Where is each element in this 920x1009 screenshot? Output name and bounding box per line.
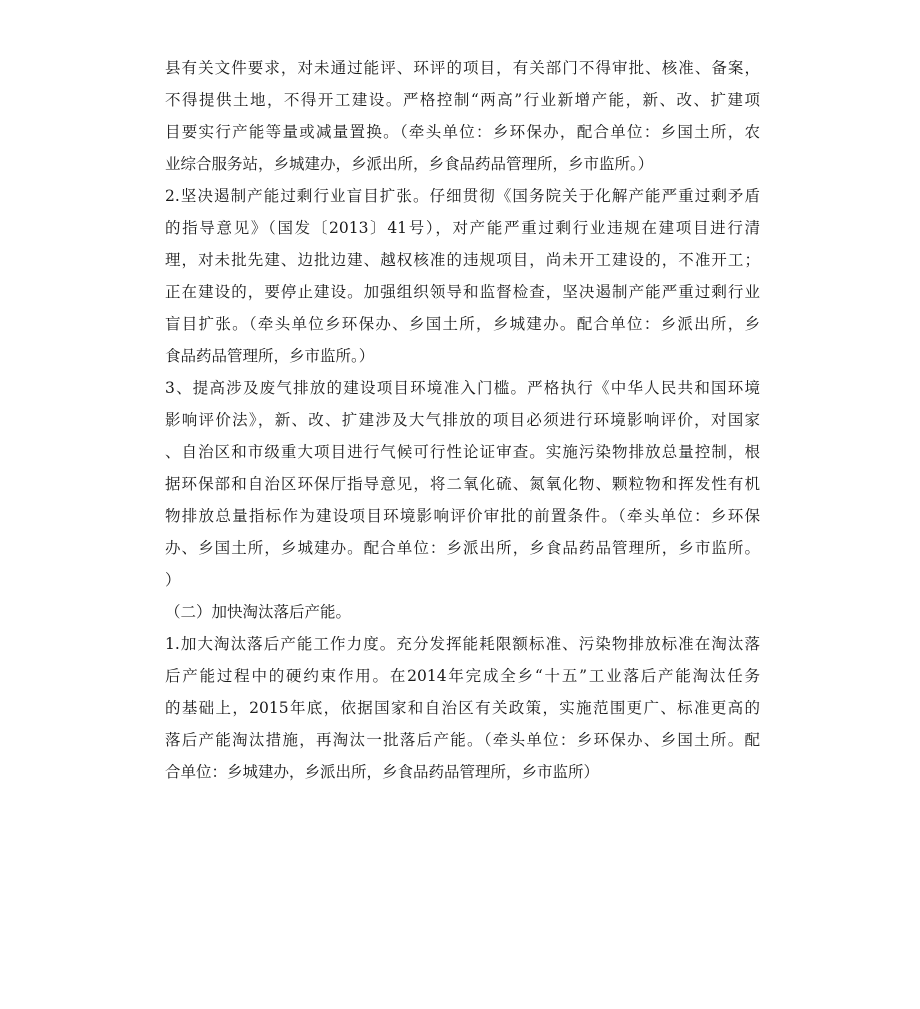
text-line: ） [165, 571, 181, 589]
text-line: 2.坚决遏制产能过剩行业盲目扩张。仔细贯彻《国务院关于化解产能严重过剩矛盾 [165, 187, 760, 205]
text-line: 、自治区和市级重大项目进行气候可行性论证审查。实施污染物排放总量控制，根 [165, 443, 760, 461]
text-line: 目要实行产能等量或减量置换。（牵头单位：乡环保办，配合单位：乡国土所，农 [165, 123, 760, 141]
text-line: 食品药品管理所，乡市监所。） [165, 347, 375, 365]
text-line: 不得提供土地，不得开工建设。严格控制“两高”行业新增产能，新、改、扩建项 [165, 91, 760, 109]
text-line: 业综合服务站，乡城建办，乡派出所，乡食品药品管理所，乡市监所。） [165, 155, 654, 173]
text-line: 物排放总量指标作为建设项目环境影响评价审批的前置条件。（牵头单位：乡环保 [165, 507, 760, 525]
document-body [165, 52, 760, 788]
text-line: 1.加大淘汰落后产能工作力度。充分发挥能耗限额标准、污染物排放标准在淘汰落 [165, 635, 760, 653]
text-line: 3、提高涉及废气排放的建设项目环境准入门槛。严格执行《中华人民共和国环境 [165, 379, 760, 397]
section-heading: （二）加快淘汰落后产能。 [165, 603, 352, 621]
text-line: 影响评价法》，新、改、扩建涉及大气排放的项目必须进行环境影响评价，对国家 [165, 411, 760, 429]
text-line: 办、乡国土所，乡城建办。配合单位：乡派出所，乡食品药品管理所，乡市监所。 [165, 539, 760, 557]
text-line: 盲目扩张。（牵头单位乡环保办、乡国土所，乡城建办。配合单位：乡派出所，乡 [165, 315, 760, 333]
text-line: 的基础上，2015年底，依据国家和自治区有关政策，实施范围更广、标准更高的 [165, 699, 760, 717]
text-line: 合单位：乡城建办，乡派出所，乡食品药品管理所，乡市监所） [165, 763, 600, 781]
text-line: 县有关文件要求，对未通过能评、环评的项目，有关部门不得审批、核准、备案， [165, 59, 760, 77]
text-line: 后产能过程中的硬约束作用。在2014年完成全乡“十五”工业落后产能淘汰任务 [165, 667, 760, 685]
text-line: 落后产能淘汰措施，再淘汰一批落后产能。（牵头单位：乡环保办、乡国土所。配 [165, 731, 760, 749]
text-line: 的指导意见》（国发〔2013〕41号），对产能严重过剩行业违规在建项目进行清 [165, 219, 760, 237]
text-line: 理，对未批先建、边批边建、越权核准的违规项目，尚未开工建设的，不准开工； [165, 251, 760, 269]
text-line: 正在建设的，要停止建设。加强组织领导和监督检查，坚决遏制产能严重过剩行业 [165, 283, 760, 301]
text-line: 据环保部和自治区环保厅指导意见，将二氧化硫、氮氧化物、颗粒物和挥发性有机 [165, 475, 760, 493]
